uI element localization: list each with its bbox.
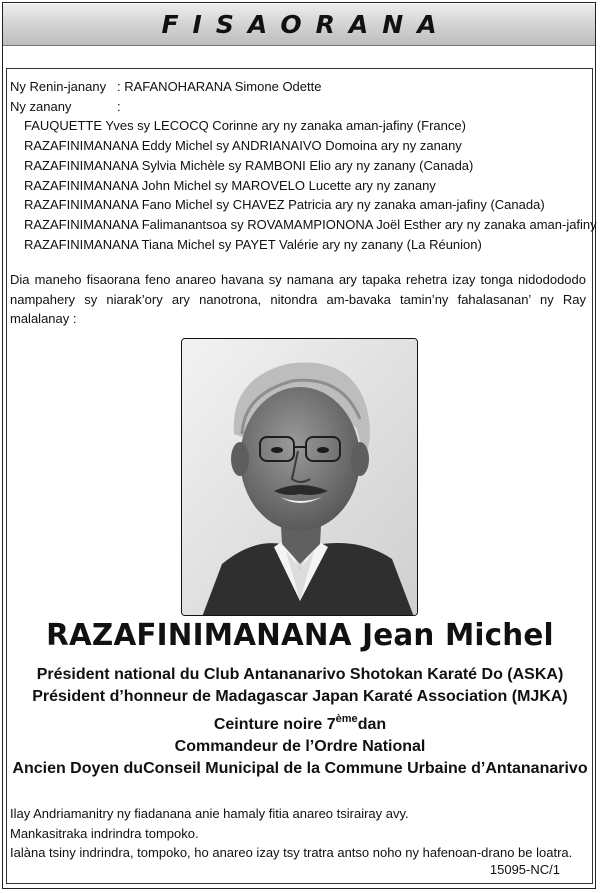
mother-name: : RAFANOHARANA Simone Odette: [117, 79, 322, 94]
belt-suffix: dan: [357, 716, 387, 733]
title-commandeur: Commandeur de l’Ordre National: [174, 738, 426, 755]
children-label: Ny zanany: [10, 98, 72, 114]
reference-number: 15095-NC/1: [489, 862, 560, 877]
page-title: FISAORANA: [161, 10, 451, 39]
list-item: RAZAFINIMANANA Sylvia Michèle sy RAMBONI Elio ary ny zanany (Canada): [24, 157, 474, 173]
title-aska: Président national du Club Antananarivo Shotokan Karaté Do (ASKA): [36, 666, 564, 683]
children-colon: :: [117, 98, 121, 114]
closing-line: Ilay Andriamanitry ny fiadanana anie hamaly fitia anareo tsirairay avy.: [10, 806, 409, 821]
family-list: [10, 77, 597, 254]
closing-line: Ialàna tsiny indrindra, tompoko, ho anareo izay tsy tratra antso noho ny hafenoan-drano be loatra.: [10, 845, 573, 861]
header-banner: [3, 4, 595, 46]
list-item: RAZAFINIMANANA Tiana Michel sy PAYET Valérie ary ny zanany (La Réunion): [24, 236, 482, 252]
list-item: RAZAFINIMANANA Eddy Michel sy ANDRIANAIVO Domoina ary ny zanany: [24, 138, 462, 154]
title-doyen: Ancien Doyen duConseil Municipal de la Commune Urbaine d’Antananarivo: [12, 760, 588, 777]
thanks-paragraph: Dia maneho fisaorana feno anareo havana sy namana ary tapaka rehetra izay tonga nidodododo nampahery sy niarak’ory ary nanotrona, nitondra am-bavaka tamin’ny fahalasanan’ ny Ray malalanay :: [10, 272, 586, 327]
deceased-titles: [0, 664, 600, 780]
list-item: FAUQUETTE Yves sy LECOCQ Corinne ary ny zanaka aman-jafiny (France): [24, 118, 466, 134]
list-item: RAZAFINIMANANA John Michel sy MAROVELO Lucette ary ny zanany: [24, 177, 436, 193]
belt-prefix: Ceinture noire 7: [213, 716, 336, 733]
title-mjka: Président d’honneur de Madagascar Japan Karaté Association (MJKA): [32, 688, 568, 705]
portrait-photo: [181, 338, 418, 616]
mother-row: [10, 77, 597, 97]
list-item: RAZAFINIMANANA Fano Michel sy CHAVEZ Patricia ary ny zanaka aman-jafiny (Canada): [24, 197, 545, 213]
list-item: RAZAFINIMANANA Falimanantsoa sy ROVAMAMPIONONA Joël Esther ary ny zanaka aman-jafiny: [24, 216, 597, 232]
belt-superscript: ème: [335, 713, 358, 725]
deceased-name: RAZAFINIMANANA Jean Michel: [46, 618, 554, 653]
mother-label: Ny Renin-janany: [10, 79, 107, 94]
closing-lines: [10, 804, 590, 863]
title-belt: [0, 708, 600, 736]
closing-line: Mankasitraka indrindra tompoko.: [10, 825, 199, 841]
children-row: [10, 97, 597, 117]
